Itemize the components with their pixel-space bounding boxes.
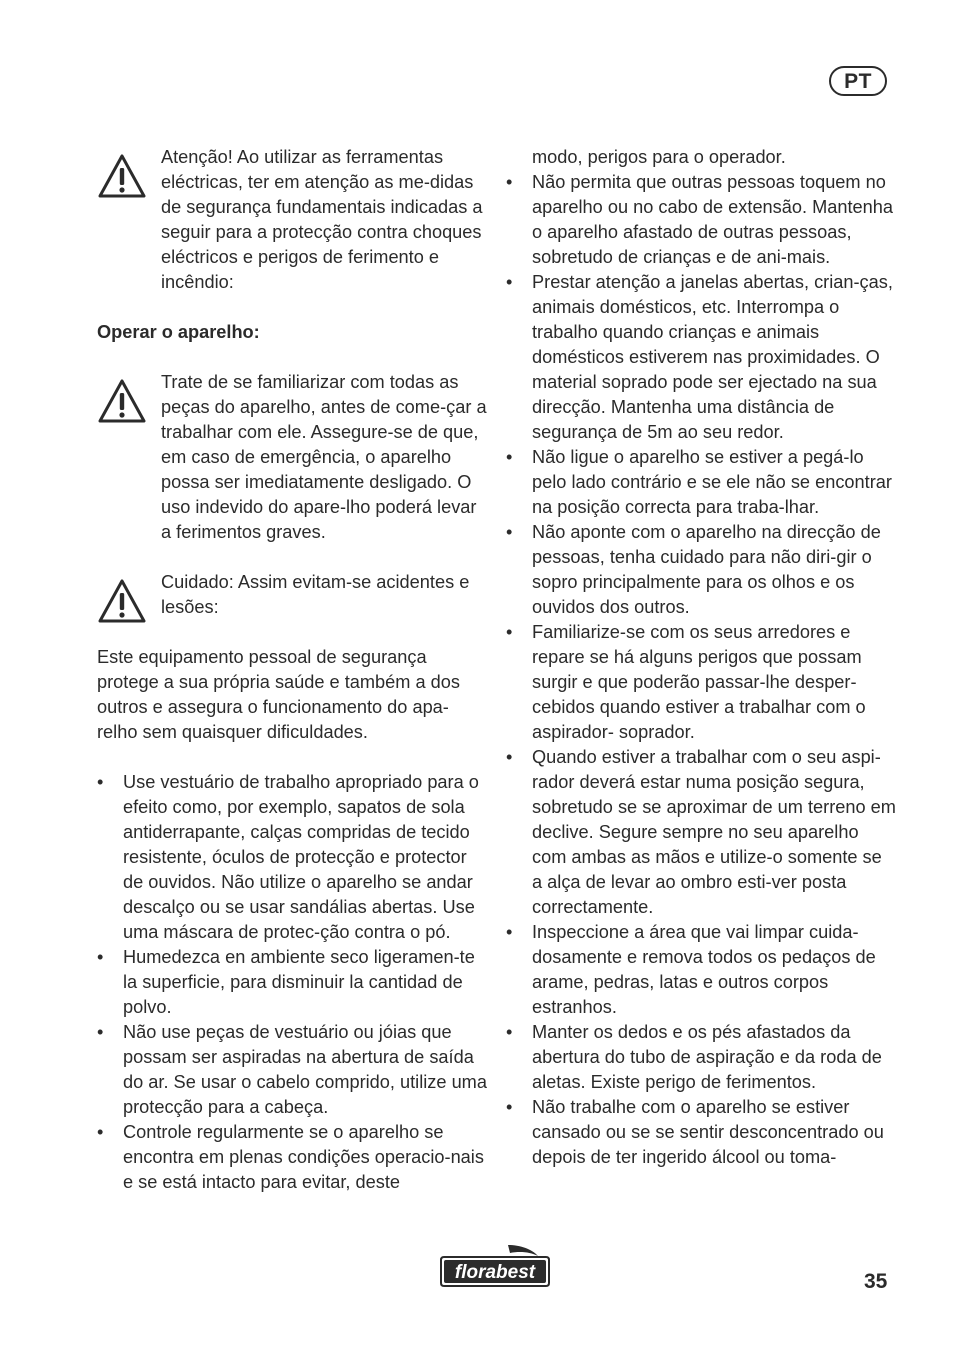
warning-block-1 [97, 145, 487, 295]
list-item: • Não use peças de vestuário ou jóias que possam ser aspiradas na abertura de saída do ar. Se usar o cabelo comprido, utilize uma protecção para a cabeça. [97, 1022, 487, 1117]
brand-logo [438, 1243, 552, 1289]
language-badge: PT [829, 66, 887, 96]
list-item: • Quando estiver a trabalhar com o seu aspi-rador deverá estar numa posição segura, sobretudo se se aproximar de um terreno em declive. Segure sempre no seu aparelho com ambas as mãos e utilize-o somente se a alça de levar ao ombro esti-ver posta correctamente. [506, 747, 896, 917]
list-item: • Familiarize-se com os seus arredores e repare se há alguns perigos que possam surgir e que poderão passar-lhe desper-cebidos quando estiver a trabalhar com o aspirador- soprador. [506, 622, 866, 742]
list-item: • Manter os dedos e os pés afastados da abertura do tubo de aspiração e da roda de aletas. Existe perigo de ferimentos. [506, 1022, 882, 1092]
left-column [97, 145, 487, 1195]
page-number: 35 [864, 1270, 888, 1293]
list-item: • Use vestuário de trabalho apropriado para o efeito como, por exemplo, sapatos de sola antiderrapante, calças compridas de tecido resistente, óculos de protecção e protector de ouvidos. Não utilize o aparelho se andar descalço ou se usar sandálias abertas. Use uma máscara de protec-ção contra o pó. [97, 772, 479, 942]
list-item: • Inspeccione a área que vai limpar cuida-dosamente e remova todos os pedaços de arame, pedras, latas e outros corpos estranhos. [506, 922, 876, 1017]
list-item: • Controle regularmente se o aparelho se encontra em plenas condições operacio-nais e se está intacto para evitar, deste [97, 1122, 484, 1192]
warning-text-3: Cuidado: Assim evitam-se acidentes e lesões: [161, 572, 470, 617]
list-item: • Prestar atenção a janelas abertas, crian-ças, animais domésticos, etc. Interrompa o trabalho quando crianças e animais domésticos estiverem nas proximidades. O material soprado pode ser ejectado na sua direcção. Mantenha uma distância de segurança de 5m ao seu redor. [506, 272, 893, 442]
intro-paragraph: Este equipamento pessoal de segurança protege a sua própria saúde e também a dos outros e assegura o funcionamento do apa-relho sem quaisquer dificuldades. [97, 647, 460, 742]
list-item: • Não trabalhe com o aparelho se estiver cansado ou se se sentir desconcentrado ou depois de ter ingerido álcool ou toma- [506, 1097, 884, 1167]
section-heading: Operar o aparelho: [97, 322, 260, 342]
list-item: • Não aponte com o aparelho na direcção de pessoas, tenha cuidado para não diri-gir o sopro principalmente para os olhos e os ouvidos dos outros. [506, 522, 881, 617]
warning-triangle-icon [97, 153, 147, 199]
continuation-text: modo, perigos para o operador. [532, 147, 786, 167]
warning-text-2: Trate de se familiarizar com todas as peças do aparelho, antes de come-çar a trabalhar com ele. Assegure-se de que, em caso de emergência, o aparelho possa ser imediatamente desligado. O uso indevido do apare-lho poderá levar a ferimentos graves. [161, 372, 487, 542]
warning-block-2 [97, 370, 487, 545]
list-item: • Não permita que outras pessoas toquem no aparelho ou no cabo de extensão. Mantenha o aparelho afastado de outras pessoas, sobretudo de crianças e de ani-mais. [506, 172, 893, 267]
bullet-list-right [506, 170, 896, 1170]
warning-block-3 [97, 570, 487, 620]
bullet-list-left [97, 770, 487, 1195]
warning-triangle-icon [97, 378, 147, 424]
warning-text-1: Atenção! Ao utilizar as ferramentas eléctricas, ter em atenção as me-didas de segurança fundamentais indicadas a seguir para a protecção contra choques eléctricos e perigos de ferimento e incêndio: [161, 147, 483, 292]
warning-triangle-icon [97, 578, 147, 624]
right-column [506, 145, 896, 1170]
brand-logo-text: florabest [454, 1262, 536, 1283]
list-item: • Humedezca en ambiente seco ligeramen-te la superficie, para disminuir la cantidad de polvo. [97, 947, 475, 1017]
list-item: • Não ligue o aparelho se estiver a pegá-lo pelo lado contrário e se ele não se encontrar na posição correcta para traba-lhar. [506, 447, 892, 517]
